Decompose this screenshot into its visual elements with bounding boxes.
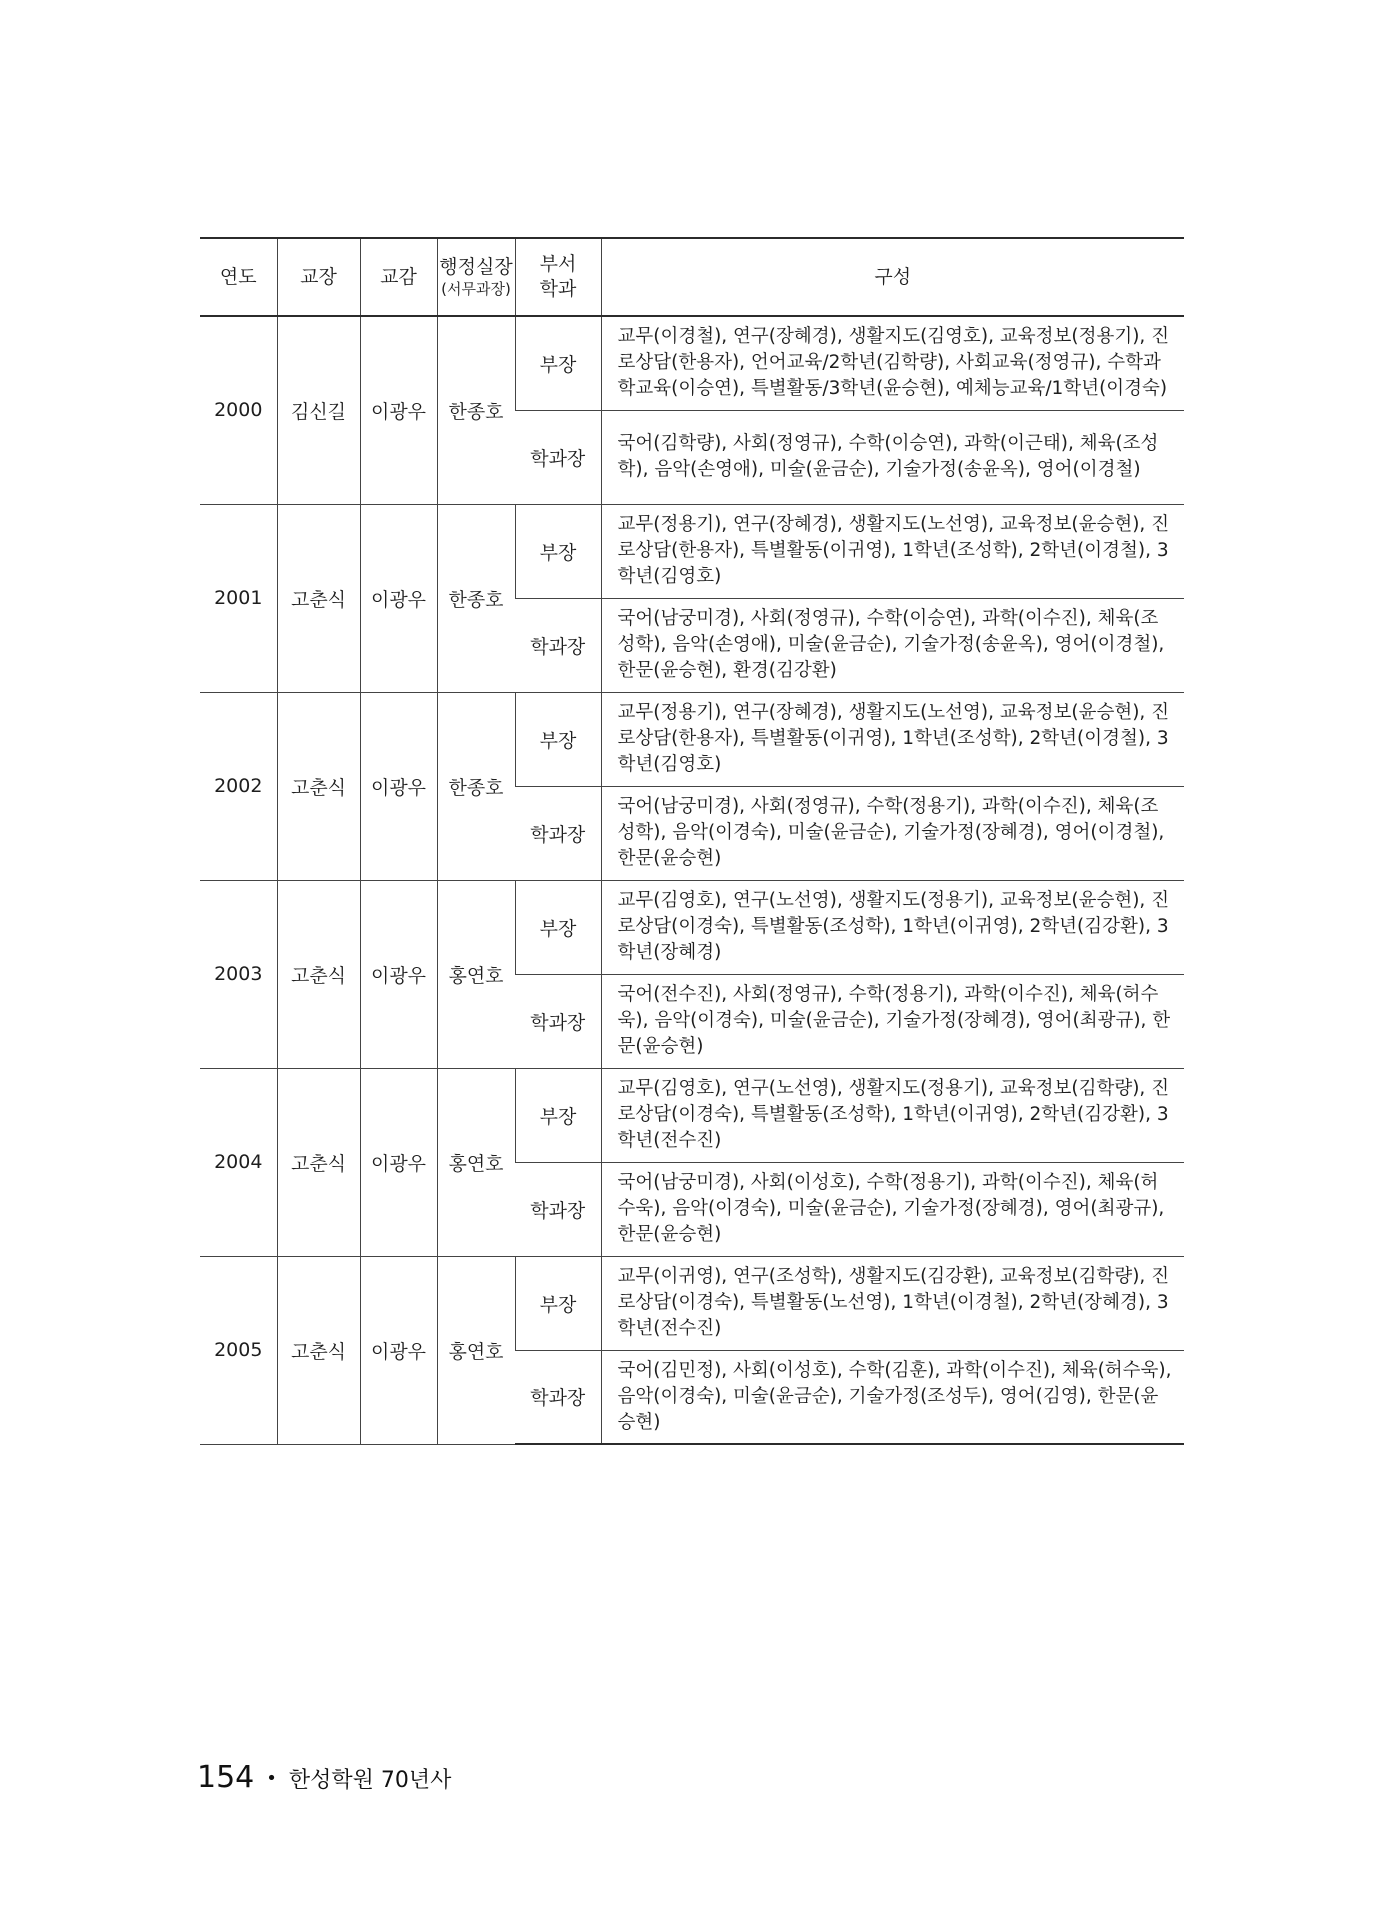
staff-table-container bbox=[200, 237, 1184, 1445]
header-admin-head-sub: (서무과장) bbox=[441, 279, 511, 298]
subject-label-cell: 학과장 bbox=[515, 974, 601, 1068]
dept-label-cell: 부장 bbox=[515, 880, 601, 974]
year-group bbox=[200, 504, 1184, 692]
admin-head-cell: 한종호 bbox=[437, 692, 515, 880]
header-year: 연도 bbox=[200, 238, 277, 316]
vice-principal-cell: 이광우 bbox=[360, 692, 437, 880]
admin-head-cell: 한종호 bbox=[437, 504, 515, 692]
dept-label-cell: 부장 bbox=[515, 504, 601, 598]
year-cell: 2005 bbox=[200, 1256, 277, 1444]
year-cell: 2001 bbox=[200, 504, 277, 692]
year-group bbox=[200, 316, 1184, 504]
table-row bbox=[200, 1256, 1184, 1350]
subject-composition-cell: 국어(남궁미경), 사회(이성호), 수학(정용기), 과학(이수진), 체육(허수욱), 음악(이경숙), 미술(윤금순), 기술가정(장혜경), 영어(최광규), 한문(윤승현) bbox=[601, 1162, 1184, 1256]
book-title: 한성학원 70년사 bbox=[288, 1768, 452, 1793]
year-group bbox=[200, 1256, 1184, 1444]
vice-principal-cell: 이광우 bbox=[360, 1256, 437, 1444]
subject-label-cell: 학과장 bbox=[515, 786, 601, 880]
year-cell: 2003 bbox=[200, 880, 277, 1068]
table-row bbox=[200, 504, 1184, 598]
page-number: 154 bbox=[197, 1760, 255, 1795]
vice-principal-cell: 이광우 bbox=[360, 880, 437, 1068]
table-header-row bbox=[200, 238, 1184, 316]
year-group bbox=[200, 1068, 1184, 1256]
dept-label-cell: 부장 bbox=[515, 692, 601, 786]
admin-head-cell: 한종호 bbox=[437, 316, 515, 504]
year-cell: 2000 bbox=[200, 316, 277, 504]
subject-label-cell: 학과장 bbox=[515, 1350, 601, 1444]
subject-composition-cell: 국어(남궁미경), 사회(정영규), 수학(이승연), 과학(이수진), 체육(조성학), 음악(손영애), 미술(윤금순), 기술가정(송윤옥), 영어(이경철), 한문(윤승현), 환경(김강환) bbox=[601, 598, 1184, 692]
year-cell: 2002 bbox=[200, 692, 277, 880]
subject-composition-cell: 국어(김민정), 사회(이성호), 수학(김훈), 과학(이수진), 체육(허수욱), 음악(이경숙), 미술(윤금순), 기술가정(조성두), 영어(김영), 한문(윤승현) bbox=[601, 1350, 1184, 1444]
subject-composition-cell: 국어(김학량), 사회(정영규), 수학(이승연), 과학(이근태), 체육(조성학), 음악(손영애), 미술(윤금순), 기술가정(송윤옥), 영어(이경철) bbox=[601, 410, 1184, 504]
year-cell: 2004 bbox=[200, 1068, 277, 1256]
table-row bbox=[200, 692, 1184, 786]
year-group bbox=[200, 692, 1184, 880]
principal-cell: 고춘식 bbox=[277, 880, 360, 1068]
subject-composition-cell: 국어(남궁미경), 사회(정영규), 수학(정용기), 과학(이수진), 체육(조성학), 음악(이경숙), 미술(윤금순), 기술가정(장혜경), 영어(이경철), 한문(윤승현) bbox=[601, 786, 1184, 880]
header-admin-head-label: 행정실장 bbox=[439, 255, 513, 278]
header-dept-sub: 학과 bbox=[539, 278, 577, 300]
table-row bbox=[200, 316, 1184, 410]
principal-cell: 김신길 bbox=[277, 316, 360, 504]
page-footer bbox=[197, 1760, 451, 1795]
dept-composition-cell: 교무(김영호), 연구(노선영), 생활지도(정용기), 교육정보(윤승현), 진로상담(이경숙), 특별활동(조성학), 1학년(이귀영), 2학년(김강환), 3학년(장혜경) bbox=[601, 880, 1184, 974]
header-dept-label: 부서 bbox=[539, 253, 577, 276]
admin-head-cell: 홍연호 bbox=[437, 880, 515, 1068]
subject-label-cell: 학과장 bbox=[515, 1162, 601, 1256]
table-row bbox=[200, 880, 1184, 974]
principal-cell: 고춘식 bbox=[277, 1068, 360, 1256]
header-admin-head bbox=[437, 238, 515, 316]
principal-cell: 고춘식 bbox=[277, 1256, 360, 1444]
dept-composition-cell: 교무(정용기), 연구(장혜경), 생활지도(노선영), 교육정보(윤승현), 진로상담(한용자), 특별활동(이귀영), 1학년(조성학), 2학년(이경철), 3학년(김영호) bbox=[601, 692, 1184, 786]
header-composition: 구성 bbox=[601, 238, 1184, 316]
footer-separator: • bbox=[266, 1768, 277, 1789]
subject-composition-cell: 국어(전수진), 사회(정영규), 수학(정용기), 과학(이수진), 체육(허수욱), 음악(이경숙), 미술(윤금순), 기술가정(장혜경), 영어(최광규), 한문(윤승현) bbox=[601, 974, 1184, 1068]
header-vice-principal: 교감 bbox=[360, 238, 437, 316]
table-row bbox=[200, 1068, 1184, 1162]
dept-label-cell: 부장 bbox=[515, 1068, 601, 1162]
admin-head-cell: 홍연호 bbox=[437, 1068, 515, 1256]
principal-cell: 고춘식 bbox=[277, 692, 360, 880]
vice-principal-cell: 이광우 bbox=[360, 316, 437, 504]
admin-head-cell: 홍연호 bbox=[437, 1256, 515, 1444]
dept-label-cell: 부장 bbox=[515, 316, 601, 410]
dept-composition-cell: 교무(정용기), 연구(장혜경), 생활지도(노선영), 교육정보(윤승현), 진로상담(한용자), 특별활동(이귀영), 1학년(조성학), 2학년(이경철), 3학년(김영호) bbox=[601, 504, 1184, 598]
dept-label-cell: 부장 bbox=[515, 1256, 601, 1350]
header-principal: 교장 bbox=[277, 238, 360, 316]
vice-principal-cell: 이광우 bbox=[360, 504, 437, 692]
dept-composition-cell: 교무(이귀영), 연구(조성학), 생활지도(김강환), 교육정보(김학량), 진로상담(이경숙), 특별활동(노선영), 1학년(이경철), 2학년(장혜경), 3학년(전수진) bbox=[601, 1256, 1184, 1350]
vice-principal-cell: 이광우 bbox=[360, 1068, 437, 1256]
dept-composition-cell: 교무(이경철), 연구(장혜경), 생활지도(김영호), 교육정보(정용기), 진로상담(한용자), 언어교육/2학년(김학량), 사회교육(정영규), 수학과학교육(이승연), 특별활동/3학년(윤승현), 예체능교육/1학년(이경숙) bbox=[601, 316, 1184, 410]
subject-label-cell: 학과장 bbox=[515, 598, 601, 692]
principal-cell: 고춘식 bbox=[277, 504, 360, 692]
staff-table bbox=[200, 237, 1184, 1445]
dept-composition-cell: 교무(김영호), 연구(노선영), 생활지도(정용기), 교육정보(김학량), 진로상담(이경숙), 특별활동(조성학), 1학년(이귀영), 2학년(김강환), 3학년(전수진) bbox=[601, 1068, 1184, 1162]
year-group bbox=[200, 880, 1184, 1068]
header-dept bbox=[515, 238, 601, 316]
subject-label-cell: 학과장 bbox=[515, 410, 601, 504]
